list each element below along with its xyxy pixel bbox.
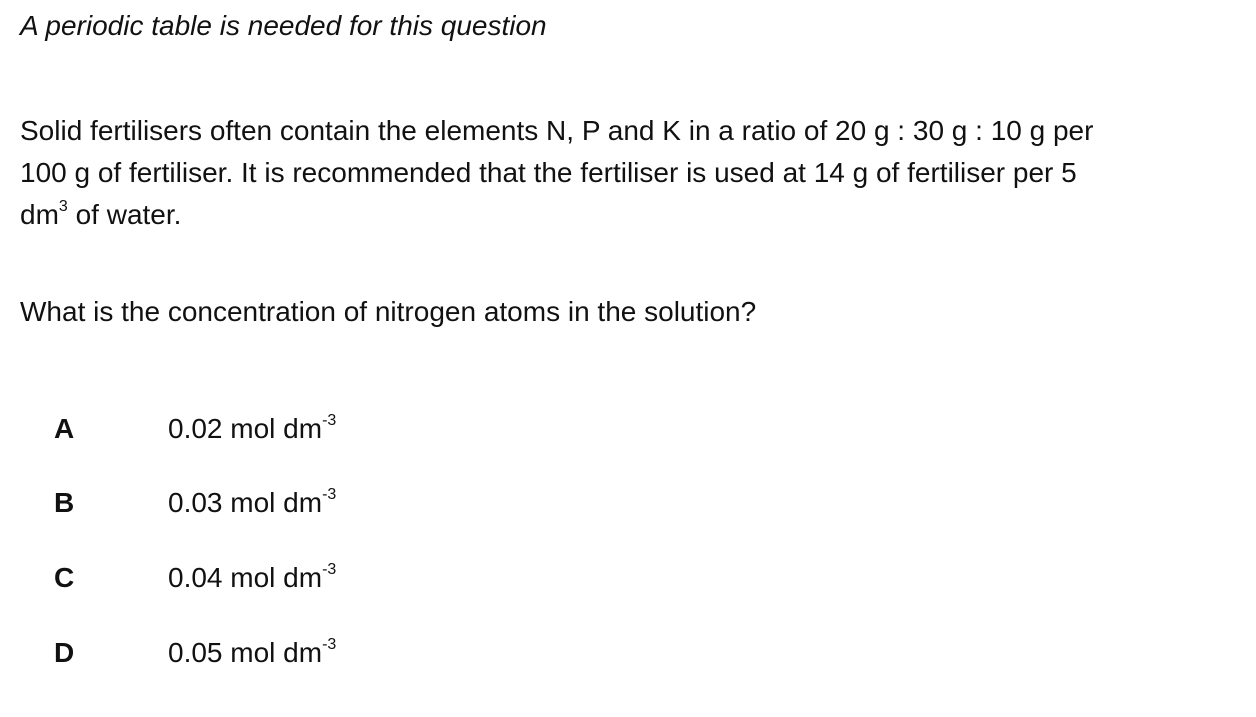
stem-line-3-rest: of water.: [67, 199, 182, 230]
option-letter: D: [54, 637, 75, 668]
stem-line-3: [20, 194, 1252, 236]
option-value: 0.02 mol dm: [168, 413, 323, 444]
option-answer: [168, 481, 336, 525]
question-stem: [20, 110, 1252, 236]
option-letter: B: [54, 487, 75, 518]
option-answer: [168, 631, 336, 675]
option-value: 0.05 mol dm: [168, 637, 323, 668]
option-c[interactable]: [0, 556, 600, 600]
option-a[interactable]: [0, 407, 600, 451]
option-letter: A: [54, 413, 75, 444]
stem-line-1: Solid fertilisers often contain the elements N, P and K in a ratio of 20 g : 30 g : 10 g per: [20, 115, 1094, 146]
option-answer: [168, 556, 336, 600]
option-value: 0.04 mol dm: [168, 562, 323, 593]
option-exponent: -3: [322, 485, 337, 503]
option-b[interactable]: [0, 481, 600, 525]
stem-unit-exponent: 3: [58, 197, 68, 215]
stem-line-2: 100 g of fertiliser. It is recommended that the fertiliser is used at 14 g of fertiliser per 5: [20, 157, 1077, 188]
option-letter: C: [54, 562, 75, 593]
option-d[interactable]: [0, 631, 600, 675]
instruction-note: A periodic table is needed for this question: [20, 10, 547, 41]
option-exponent: -3: [322, 560, 337, 578]
question-text: What is the concentration of nitrogen atoms in the solution?: [20, 296, 757, 327]
option-exponent: -3: [322, 635, 337, 653]
option-exponent: -3: [322, 411, 337, 429]
option-answer: [168, 407, 336, 451]
option-value: 0.03 mol dm: [168, 487, 323, 518]
stem-unit: dm: [20, 199, 59, 230]
